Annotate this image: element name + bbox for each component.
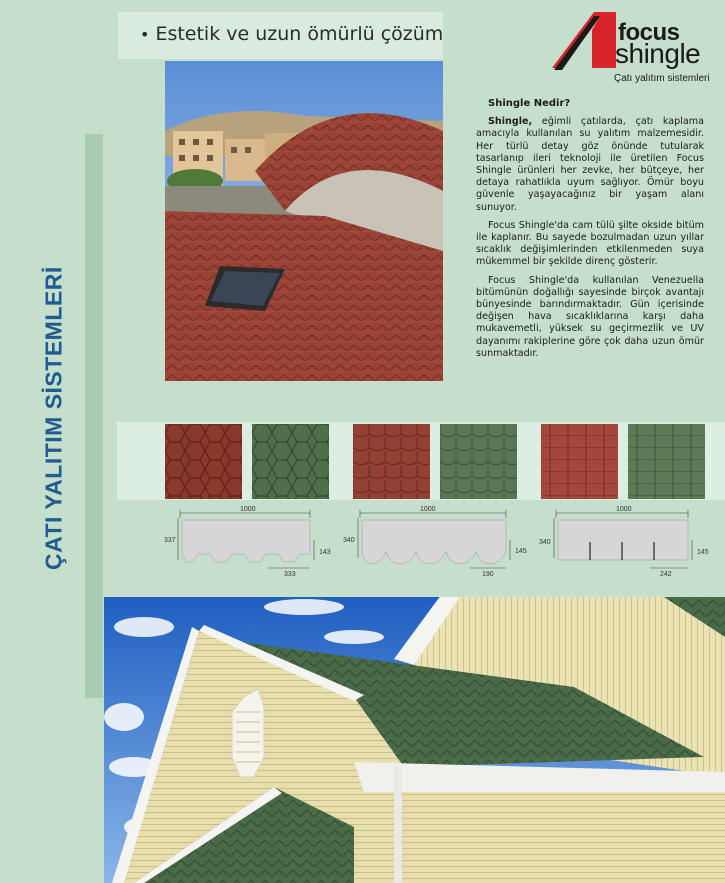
tile-hexagon-red — [165, 424, 242, 499]
logo-subtitle: Çatı yalıtım sistemleri — [614, 73, 710, 84]
tile-hexagon-green — [252, 424, 329, 499]
focus-shingle-logo — [552, 12, 717, 90]
dim3-tab-height: 145 — [697, 549, 709, 556]
roof-photo — [165, 61, 443, 381]
dim1-tab-width: 333 — [284, 571, 296, 578]
tile-beaver-green — [440, 424, 517, 499]
logo-brand-focus: focus — [618, 19, 680, 46]
bullet-icon: • — [140, 25, 150, 44]
tagline — [140, 23, 443, 45]
house-photo — [104, 597, 725, 883]
dim2-width: 1000 — [420, 506, 436, 513]
article-paragraph-1 — [476, 116, 704, 214]
article-paragraph-2: Focus Shingle'da cam tülü şilte okside bitüm ile kaplanır. Bu sayede bozulmadan uzun yıllar sıcaklık değişimlerinden etkilenmeden suya mükemmel bir şekilde direnç gösterir. — [476, 219, 704, 268]
dim2-tab-height: 145 — [515, 548, 527, 555]
dim3-width: 1000 — [616, 506, 632, 513]
article-p1-text: eğimli çatılarda, çatı kaplama amacıyla kullanılan su yalıtım malzemesidir. Her türlü detay göz önünde tutularak tasarlanıp ileri teknoloji ile üretilen Focus Shingle ürünleri her zevke, her bütçeye, her detaya rahatlıkla uyum sağlıyor. Ömür boyu güvenle yaşayacağınız bir yaşam alanı sunuyor. — [476, 116, 704, 213]
dim3-height: 340 — [539, 539, 551, 546]
header-strip — [118, 12, 443, 59]
dim3-tab-width: 242 — [660, 571, 672, 578]
side-band — [85, 134, 103, 698]
side-title-text: ÇATI YALITIM SİSTEMLERİ — [40, 266, 67, 570]
article-paragraph-3: Focus Shingle'da kullanılan Venezuella bitümünün doğallığı sayesinde birçok avantajı bünyesinde barındırmaktadır. Gün içerisinde değişen hava sıcaklıklarına karşı daha mukavemetli, yüksek su geçirmezlik ve UV dayanımı rakiplerine göre çok daha uzun ömür sunmaktadır. — [476, 274, 704, 359]
dim1-tab-height: 143 — [319, 549, 331, 556]
article-text — [476, 98, 704, 366]
article-heading: Shingle Nedir? — [488, 98, 571, 109]
tile-beaver-red — [353, 424, 430, 499]
dim2-tab-width: 190 — [482, 571, 494, 578]
tagline-text: Estetik ve uzun ömürlü çözüm — [155, 23, 444, 45]
article-lead-term: Shingle, — [488, 116, 533, 128]
dimension-drawings — [160, 502, 720, 582]
dim1-width: 1000 — [240, 506, 256, 513]
dim2-height: 340 — [343, 537, 355, 544]
tile-rectangle-green — [628, 424, 705, 499]
dim1-height: 337 — [164, 537, 176, 544]
tile-rectangle-red — [541, 424, 618, 499]
logo-brand-shingle: shingle — [615, 38, 701, 69]
